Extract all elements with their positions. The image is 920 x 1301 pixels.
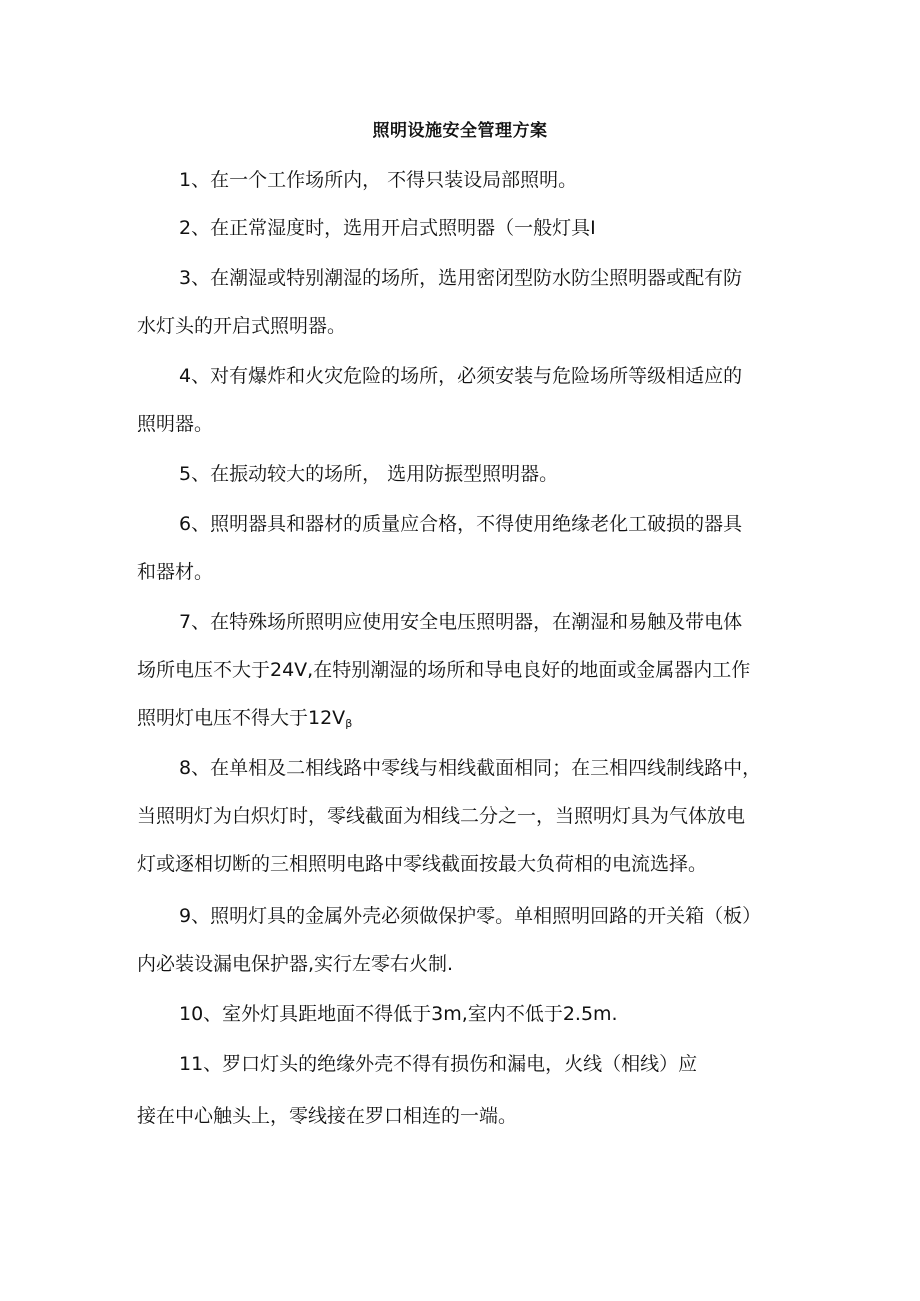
- paragraph-item-8: [137, 744, 787, 888]
- document-title: 照明设施安全管理方案: [372, 121, 548, 141]
- paragraph-line: 1、在一个工作场所内， 不得只装设局部照明。: [179, 169, 578, 191]
- paragraph-item-7: [137, 598, 787, 748]
- paragraph-line: 3、在潮湿或特别潮湿的场所，选用密闭型防水防尘照明器或配有防: [179, 267, 743, 289]
- paragraph-line: 场所电压不大于24V,在特别潮湿的场所和导电良好的地面或金属器内工作: [137, 659, 751, 681]
- paragraph-line: 接在中心触头上，零线接在罗口相连的一端。: [137, 1105, 518, 1127]
- paragraph-continuation: [137, 1092, 787, 1140]
- paragraph-item-5: [137, 450, 787, 498]
- paragraph-line-text: 照明灯电压不得大于12V: [137, 707, 346, 729]
- paragraph-line: 6、照明器具和器材的质量应合格，不得使用绝缘老化工破损的器具: [179, 513, 743, 535]
- paragraph-line: 4、对有爆炸和火灾危险的场所，必须安装与危险场所等级相适应的: [179, 365, 743, 387]
- paragraph-line: 灯或逐相切断的三相照明电路中零线截面按最大负荷相的电流选择。: [137, 853, 708, 875]
- paragraph-item-3: [137, 254, 787, 350]
- paragraph-line: 和器材。: [137, 561, 214, 583]
- subscript-symbol: β: [345, 717, 353, 730]
- paragraph-line: 7、在特殊场所照明应使用安全电压照明器，在潮湿和易触及带电体: [179, 611, 743, 633]
- paragraph-line: 当照明灯为白炽灯时，零线截面为相线二分之一，当照明灯具为气体放电: [137, 805, 746, 827]
- paragraph-item-6: [137, 500, 787, 596]
- paragraph-item-2: [137, 204, 787, 252]
- paragraph-item-10: [137, 990, 787, 1038]
- paragraph-item-11: [137, 1040, 787, 1088]
- paragraph-item-4: [137, 352, 787, 448]
- paragraph-line: 照明器。: [137, 413, 214, 435]
- paragraph-line: 10、室外灯具距地面不得低于3m,室内不低于2.5m.: [179, 1003, 618, 1025]
- paragraph-line: 11、罗口灯头的绝缘外壳不得有损伤和漏电，火线（相线）应: [179, 1053, 698, 1075]
- paragraph-line-with-subscript: [137, 694, 787, 748]
- paragraph-line: 9、照明灯具的金属外壳必须做保护零。单相照明回路的开关箱（板）: [179, 905, 762, 927]
- paragraph-item-1: [137, 156, 787, 204]
- paragraph-line: 2、在正常湿度时，选用开启式照明器（一般灯具I: [179, 217, 596, 239]
- paragraph-line: 8、在单相及二相线路中零线与相线截面相同；在三相四线制线路中，: [179, 757, 762, 779]
- paragraph-line: 5、在振动较大的场所， 选用防振型照明器。: [179, 463, 559, 485]
- paragraph-line: 内必装设漏电保护器,实行左零右火制.: [137, 953, 454, 975]
- paragraph-line: 水灯头的开启式照明器。: [137, 315, 347, 337]
- paragraph-item-9: [137, 892, 787, 988]
